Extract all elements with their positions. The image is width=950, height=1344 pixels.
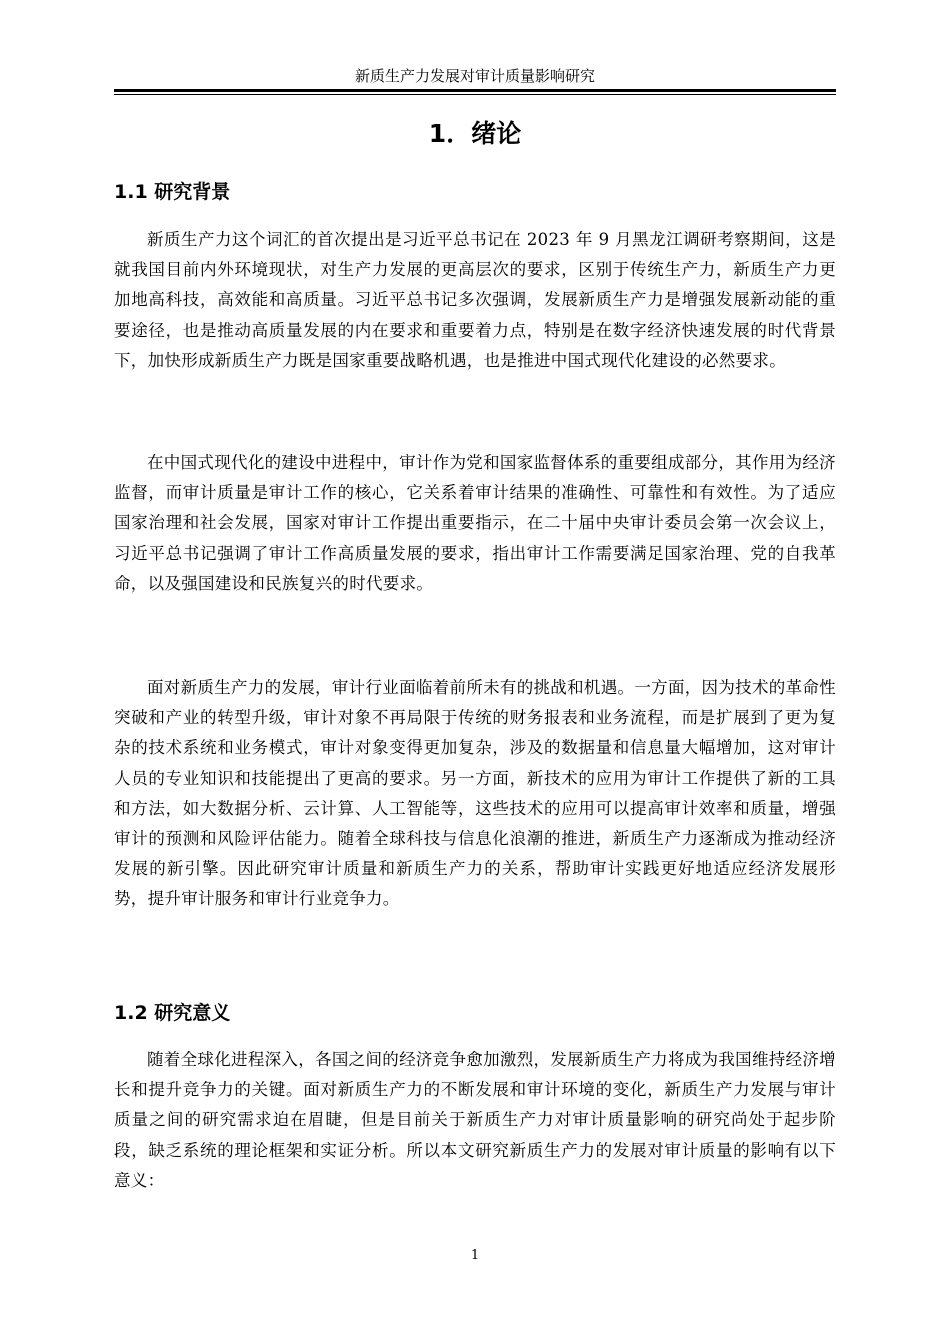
header-rule-thin <box>114 94 836 95</box>
page-number: 1 <box>470 1248 480 1263</box>
section-heading-background: 1.1 研究背景 <box>114 181 231 203</box>
chapter-title: 1．绪论 <box>428 119 522 148</box>
header-rule-thick <box>114 89 836 92</box>
running-header: 新质生产力发展对审计质量影响研究 <box>354 67 595 85</box>
section-heading-significance: 1.2 研究意义 <box>114 1002 231 1024</box>
paragraph-background-2: 在中国式现代化的建设中进程中，审计作为党和国家监督体系的重要组成部分，其作用为经济监督，而审计质量是审计工作的核心，它关系着审计结果的准确性、可靠性和有效性。为了适应国家治理和社会发展，国家对审计工作提出重要指示，在二十届中央审计委员会第一次会议上，习近平总书记强调了审计工作高质量发展的要求，指出审计工作需要满足国家治理、党的自我革命，以及强国建设和民族复兴的时代要求。 <box>114 453 836 593</box>
paragraph-background-3: 面对新质生产力的发展，审计行业面临着前所未有的挑战和机遇。一方面，因为技术的革命性突破和产业的转型升级，审计对象不再局限于传统的财务报表和业务流程，而是扩展到了更为复杂的技术系统和业务模式，审计对象变得更加复杂，涉及的数据量和信息量大幅增加，这对审计人员的专业知识和技能提出了更高的要求。另一方面，新技术的应用为审计工作提供了新的工具和方法，如大数据分析、云计算、人工智能等，这些技术的应用可以提高审计效率和质量，增强审计的预测和风险评估能力。随着全球科技与信息化浪潮的推进，新质生产力逐渐成为推动经济发展的新引擎。因此研究审计质量和新质生产力的关系，帮助审计实践更好地适应经济发展形势，提升审计服务和审计行业竞争力。 <box>114 678 836 909</box>
paragraph-background-1: 新质生产力这个词汇的首次提出是习近平总书记在 2023 年 9 月黑龙江调研考察期间，这是就我国目前内外环境现状，对生产力发展的更高层次的要求，区别于传统生产力，新质生产力更加地高科技，高效能和高质量。习近平总书记多次强调，发展新质生产力是增强发展新动能的重要途径，也是推动高质量发展的内在要求和重要着力点，特别是在数字经济快速发展的时代背景下，加快形成新质生产力既是国家重要战略机遇，也是推进中国式现代化建设的必然要求。 <box>114 230 836 370</box>
paragraph-significance-1: 随着全球化进程深入，各国之间的经济竞争愈加激烈，发展新质生产力将成为我国维持经济增长和提升竞争力的关键。面对新质生产力的不断发展和审计环境的变化，新质生产力发展与审计质量之间的研究需求迫在眉睫，但是目前关于新质生产力对审计质量影响的研究尚处于起步阶段，缺乏系统的理论框架和实证分析。所以本文研究新质生产力的发展对审计质量的影响有以下意义： <box>114 1050 836 1190</box>
